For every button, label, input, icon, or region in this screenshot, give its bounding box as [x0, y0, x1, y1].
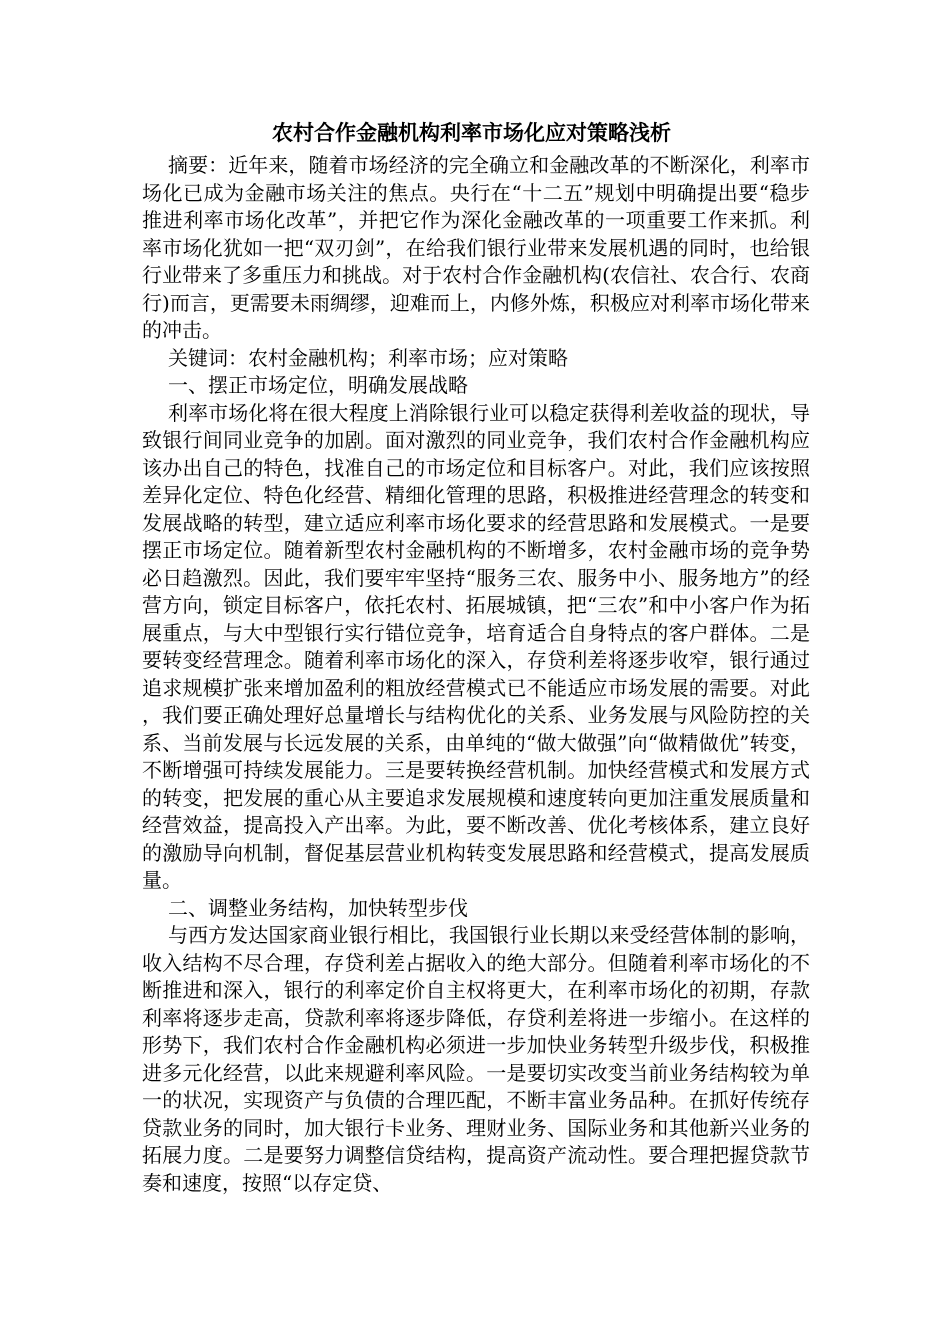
document-title: 农村合作金融机构利率市场化应对策略浅析	[272, 120, 671, 145]
keywords-line: 关键词：农村金融机构；利率市场；应对策略	[168, 345, 568, 370]
abstract-paragraph: 摘要：近年来，随着市场经济的完全确立和金融改革的不断深化，利率市场化已成为金融市场关注的焦点。央行在“十二五”规划中明确提出要“稳步推进利率市场化改革”，并把它作为深化金融改革的一项重要工作来抓。利率市场化犹如一把“双刃剑”，在给我们银行业带来发展机遇的同时，也给银行业带来了多重压力和挑战。对于农村合作金融机构(农信社、农合行、农商行)而言，更需要未雨绸缪，迎难而上，内修外炼，积极应对利率市场化带来的冲击。	[142, 153, 810, 342]
document-page	[142, 118, 810, 1328]
section-1-heading: 一、摆正市场定位，明确发展战略	[168, 373, 468, 397]
section-2-heading: 二、调整业务结构，加快转型步伐	[168, 895, 468, 920]
section-1-body: 利率市场化将在很大程度上消除银行业可以稳定获得利差收益的现状，导致银行间同业竞争的加剧。面对激烈的同业竞争，我们农村合作金融机构应该办出自己的特色，找准自己的市场定位和目标客户。对此，我们应该按照差异化定位、特色化经营、精细化管理的思路，积极推进经营理念的转变和发展战略的转型，建立适应利率市场化要求的经营思路和发展模式。一是要摆正市场定位。随着新型农村金融机构的不断增多，农村金融市场的竞争势必日趋激烈。因此，我们要牢牢坚持“服务三农、服务中小、服务地方”的经营方向，锁定目标客户，依托农村、拓展城镇，把“三农”和中小客户作为拓展重点，与大中型银行实行错位竞争，培育适合自身特点的客户群体。二是要转变经营理念。随着利率市场化的深入，存贷利差将逐步收窄，银行通过追求规模扩张来增加盈利的粗放经营模式已不能适应市场发展的需要。对此，我们要正确处理好总量增长与结构优化的关系、业务发展与风险防控的关系、当前发展与长远发展的关系，由单纯的“做大做强”向“做精做优”转变，不断增强可持续发展能力。三是要转换经营机制。加快经营模式和发展方式的转变，把发展的重心从主要追求发展规模和速度转向更加注重发展质量和经营效益，提高投入产出率。为此，要不断改善、优化考核体系，建立良好的激励导向机制，督促基层营业机构转变发展思路和经营模式，提高发展质量。	[142, 400, 810, 892]
section-2-body: 与西方发达国家商业银行相比，我国银行业长期以来受经营体制的影响，收入结构不尽合理，存贷利差占据收入的绝大部分。但随着利率市场化的不断推进和深入，银行的利率定价自主权将更大，在利率市场化的初期，存款利率将逐步走高，贷款利率将逐步降低，存贷利差将进一步缩小。在这样的形势下，我们农村合作金融机构必须进一步加快业务转型升级步伐，积极推进多元化经营，以此来规避利率风险。一是要切实改变当前业务结构较为单一的状况，实现资产与负债的合理匹配，不断丰富业务品种。在抓好传统存贷款业务的同时，加大银行卡业务、理财业务、国际业务和其他新兴业务的拓展力度。二是要努力调整信贷结构，提高资产流动性。要合理把握贷款节奏和速度，按照“以存定贷、	[142, 923, 810, 1195]
